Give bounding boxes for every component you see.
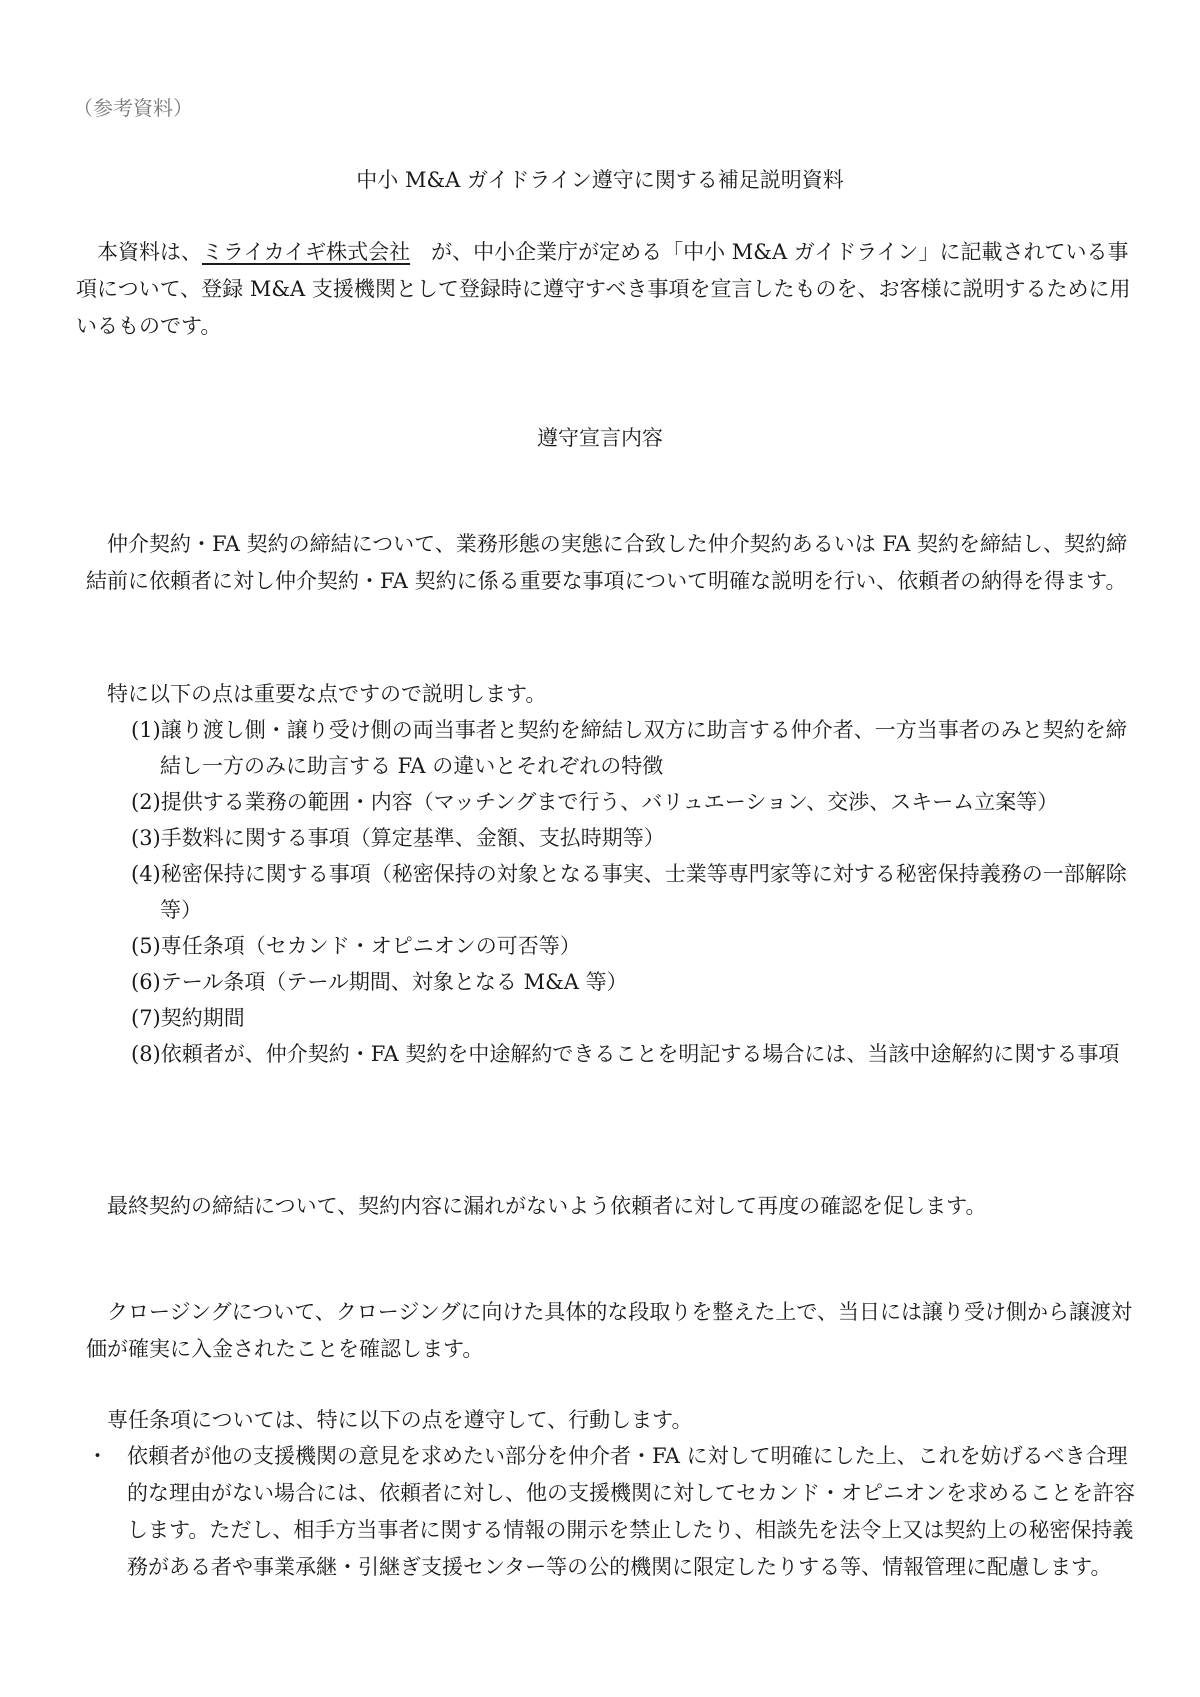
company-name: ミライカイギ株式会社: [202, 240, 411, 264]
list-item: (8)依頼者が、仲介契約・FA 契約を中途解約できることを明記する場合には、当該中途解約に関する事項: [131, 1042, 1120, 1066]
list-item: [87, 1438, 1137, 1586]
bullet-marker: ・: [87, 1444, 108, 1468]
important-points-list: [131, 712, 1131, 1072]
section-title: 遵守宣言内容: [537, 426, 663, 450]
exclusive-clause-list: [87, 1438, 1137, 1586]
list-item: (1)譲り渡し側・譲り受け側の両当事者と契約を締結し双方に助言する仲介者、一方当事者のみと契約を締結し一方のみに助言する FA の違いとそれぞれの特徴: [131, 718, 1127, 778]
bullet-text: 依頼者が他の支援機関の意見を求めたい部分を仲介者・FA に対して明確にした上、これを妨げるべき合理的な理由がない場合には、依頼者に対し、他の支援機関に対してセカンド・オピニオンを求めることを許容します。ただし、相手方当事者に関する情報の開示を禁止したり、相談先を法令上又は契約上の秘密保持義務がある者や事業承継・引継ぎ支援センター等の公的機関に限定したりする等、情報管理に配慮します。: [127, 1444, 1135, 1579]
list-item: (6)テール条項（テール期間、対象となる M&A 等）: [131, 970, 628, 994]
final-contract-paragraph: 最終契約の締結について、契約内容に漏れがないよう依頼者に対して再度の確認を促します。: [107, 1194, 987, 1218]
list-item: (7)契約期間: [131, 1006, 245, 1030]
intro-suffix: が、中小企業庁が定める「中小 M&A ガイドライン」に記載されている事項について、登録 M&A 支援機関として登録時に遵守すべき事項を宣言したものを、お客様に説明するために用いるものです。: [76, 240, 1131, 338]
list-item: (4)秘密保持に関する事項（秘密保持の対象となる事実、士業等専門家等に対する秘密保持義務の一部解除等）: [131, 862, 1127, 922]
closing-paragraph: クロージングについて、クロージングに向けた具体的な段取りを整えた上で、当日には譲り受け側から譲渡対価が確実に入金されたことを確認します。: [86, 1300, 1133, 1361]
important-points-intro: 特に以下の点は重要な点ですので説明します。: [107, 682, 547, 706]
list-item: (5)専任条項（セカンド・オピニオンの可否等）: [131, 934, 581, 958]
exclusive-clause-intro: 専任条項については、特に以下の点を遵守して、行動します。: [107, 1408, 693, 1432]
contract-paragraph: 仲介契約・FA 契約の締結について、業務形態の実態に合致した仲介契約あるいは FA 契約を締結し、契約締結前に依頼者に対し仲介契約・FA 契約に係る重要な事項について明確な説明を行い、依頼者の納得を得ます。: [86, 532, 1128, 593]
intro-paragraph: [76, 234, 1136, 345]
intro-prefix: 本資料は、: [97, 240, 202, 264]
list-item: (3)手数料に関する事項（算定基準、金額、支払時期等）: [131, 826, 665, 850]
document-title: 中小 M&A ガイドライン遵守に関する補足説明資料: [356, 168, 844, 192]
reference-label: （参考資料）: [73, 96, 193, 120]
list-item: (2)提供する業務の範囲・内容（マッチングまで行う、バリュエーション、交渉、スキーム立案等）: [131, 790, 1059, 814]
